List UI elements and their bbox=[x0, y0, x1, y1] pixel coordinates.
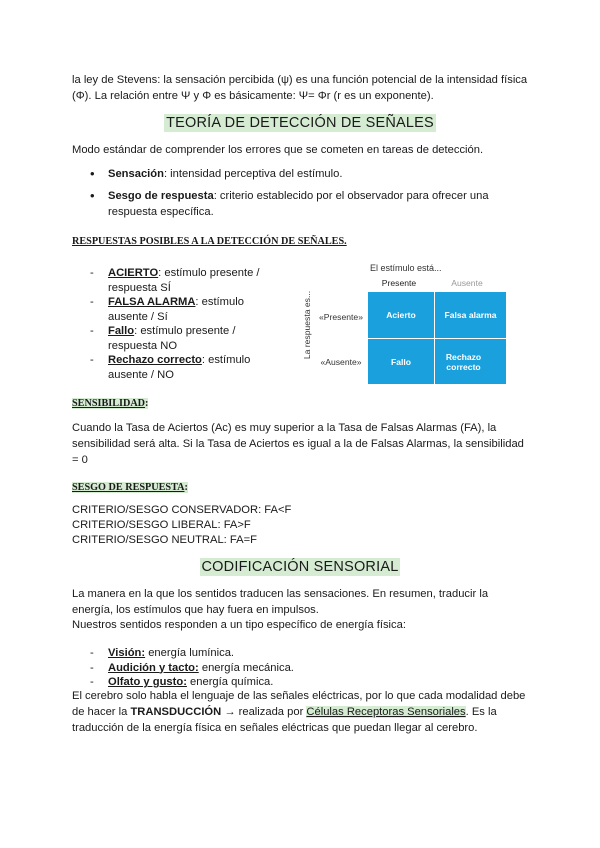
term: Rechazo correcto bbox=[108, 354, 202, 366]
bias-line-liberal: CRITERIO/SESGO LIBERAL: FA>F bbox=[72, 519, 251, 531]
bias-heading bbox=[72, 482, 188, 493]
cell-correct-rejection: Rechazo correcto bbox=[435, 339, 506, 384]
definition: energía mecánica. bbox=[198, 661, 294, 674]
bias-line-conservative: CRITERIO/SESGO CONSERVADOR: FA<F bbox=[72, 504, 292, 516]
list-item bbox=[72, 324, 278, 353]
row-header-present: «Presente» bbox=[319, 312, 363, 322]
term: ACIERTO bbox=[108, 267, 159, 279]
definition: : estímulo presente / respuesta SÍ bbox=[108, 267, 260, 294]
bias-line-neutral: CRITERIO/SESGO NEUTRAL: FA=F bbox=[72, 534, 257, 546]
tds-heading-wrap bbox=[72, 114, 528, 132]
bias-heading-suffix: : bbox=[184, 482, 188, 493]
definition: energía química. bbox=[186, 676, 274, 688]
receptor-cells-link[interactable]: Células Receptoras Sensoriales bbox=[306, 706, 466, 718]
responses-list bbox=[72, 266, 278, 382]
list-item bbox=[72, 295, 278, 324]
row-axis-label: La respuesta es... bbox=[302, 290, 312, 360]
list-item bbox=[72, 661, 472, 676]
term: Olfato y gusto: bbox=[108, 676, 187, 688]
col-header-present: Presente bbox=[381, 278, 417, 288]
transduccion-term: TRANSDUCCIÓN bbox=[130, 706, 222, 718]
list-item bbox=[72, 166, 512, 182]
term: Fallo bbox=[108, 325, 135, 337]
cell-miss: Fallo bbox=[368, 339, 434, 384]
list-item bbox=[72, 266, 278, 295]
coding-heading-wrap bbox=[72, 558, 528, 576]
para3-part-a: El cerebro solo habla el lenguaje de las señales eléctricas, por lo que cada modalidad debe de hacer la bbox=[72, 690, 526, 718]
definition: : estímulo ausente / Sí bbox=[108, 296, 244, 323]
definition: : estímulo presente / respuesta NO bbox=[108, 325, 236, 352]
matrix-caption: El estímulo está... bbox=[370, 263, 442, 273]
sensitivity-heading-text: SENSIBILIDAD bbox=[72, 398, 146, 409]
para3-part-c: . Es la traducción de la energía física en señales eléctricas que puedan llegar al cerebro. bbox=[72, 706, 497, 734]
coding-para-3 bbox=[72, 688, 528, 736]
term: Sensación bbox=[108, 168, 164, 180]
senses-list bbox=[72, 646, 472, 690]
term: Audición y tacto: bbox=[108, 661, 199, 674]
cell-false-alarm: Falsa alarma bbox=[435, 292, 506, 338]
sensitivity-heading bbox=[72, 398, 148, 409]
coding-para-1: La manera en la que los sentidos traducen las sensaciones. En resumen, traducir la energía, los estímulos que hay fuera en impulsos. bbox=[72, 588, 489, 616]
bias-heading-text: SESGO DE RESPUESTA bbox=[72, 482, 185, 493]
para3-part-b: → realizada por bbox=[221, 706, 307, 718]
list-item bbox=[72, 353, 278, 382]
coding-para-2: Nuestros sentidos responden a un tipo específico de energía física: bbox=[72, 619, 406, 631]
definition: : intensidad perceptiva del estímulo. bbox=[163, 168, 343, 180]
list-item bbox=[72, 646, 472, 661]
definition: : estímulo ausente / NO bbox=[108, 354, 251, 381]
tds-bullet-list bbox=[72, 166, 512, 220]
responses-heading: RESPUESTAS POSIBLES A LA DETECCIÓN DE SEÑALES. bbox=[72, 236, 347, 247]
intro-line-2: (Φ). La relación entre Ψ y Φ es básicamente: Ψ= Φr (r es un exponente). bbox=[72, 90, 434, 102]
term: Sesgo de respuesta bbox=[108, 190, 214, 202]
col-header-absent: Ausente bbox=[451, 278, 483, 288]
definition: : criterio establecido por el observador para ofrecer una respuesta específica. bbox=[108, 190, 489, 218]
cell-hit: Acierto bbox=[368, 292, 434, 338]
row-header-absent: «Ausente» bbox=[320, 357, 362, 367]
term: Visión: bbox=[108, 647, 146, 659]
section-heading-tds: TEORÍA DE DETECCIÓN DE SEÑALES bbox=[166, 115, 434, 131]
intro-line-1: la ley de Stevens: la sensación percibida (ψ) es una función potencial de la intensidad física bbox=[72, 74, 528, 86]
list-item bbox=[72, 188, 512, 220]
detection-matrix bbox=[298, 258, 508, 388]
sensitivity-text: Cuando la Tasa de Aciertos (Ac) es muy superior a la Tasa de Falsas Alarmas (FA), la sensibilidad será alta. Si la Tasa de Aciertos es igual a la de Falsas Alarmas, la sensibilidad = 0 bbox=[72, 422, 524, 466]
definition: energía lumínica. bbox=[145, 647, 235, 659]
term: FALSA ALARMA bbox=[108, 296, 196, 308]
tds-description: Modo estándar de comprender los errores que se cometen en tareas de detección. bbox=[72, 144, 484, 156]
section-heading-coding: CODIFICACIÓN SENSORIAL bbox=[201, 559, 399, 575]
sensitivity-heading-suffix: : bbox=[145, 398, 149, 409]
